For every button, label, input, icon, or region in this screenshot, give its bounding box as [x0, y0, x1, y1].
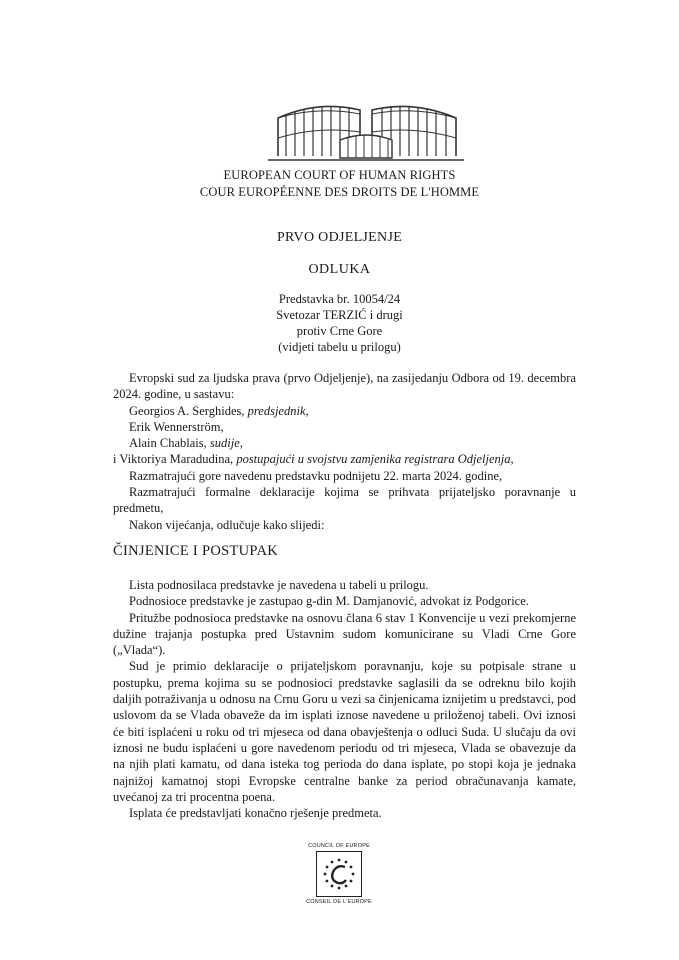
judge-role: predsjednik	[247, 403, 306, 418]
judge-role: sudije	[209, 436, 240, 451]
judge-president	[113, 403, 576, 419]
coe-stars-icon	[317, 852, 361, 896]
coe-label-french: CONSEIL DE L'EUROPE	[306, 899, 372, 905]
judge-name: Georgios A. Serghides,	[129, 403, 248, 418]
punctuation: ,	[305, 403, 309, 418]
coe-label-english: COUNCIL OF EUROPE	[308, 843, 370, 849]
council-of-europe-logo	[299, 843, 379, 905]
application-number: Predstavka br. 10054/24	[278, 292, 401, 306]
facts-paragraph: Pritužbe podnosioca predstavke na osnovu člana 6 stav 1 Konvencije u vezi prekomjerne dužine trajanja postupka pred Ustavnim sudom komunicirane su Vladi Crne Gore („Vlada“).	[113, 610, 576, 658]
coe-emblem	[316, 851, 362, 897]
intro-section	[113, 370, 576, 533]
court-name-french: COUR EUROPÉENNE DES DROITS DE L'HOMME	[199, 185, 480, 199]
court-name-english: EUROPEAN COURT OF HUMAN RIGHTS	[223, 168, 456, 182]
facts-section	[113, 577, 576, 821]
applicant-name: Svetozar TERZIĆ i drugi	[276, 308, 403, 322]
facts-paragraph: Isplata će predstavljati konačno rješenje predmeta.	[129, 806, 382, 821]
facts-paragraph: Lista podnosilaca predstavke je navedena u tabeli u prilogu.	[129, 578, 429, 592]
facts-paragraph: Podnosioce predstavke je zastupao g-din M. Damjanović, advokat iz Podgorice.	[129, 594, 529, 609]
facts-heading: ČINJENICE I POSTUPAK	[113, 543, 278, 559]
opening-paragraph: Evropski sud za ljudska prava (prvo Odjeljenje), na zasijedanju Odbora od 19. decembra 2024. godine, u sastavu:	[113, 371, 576, 402]
judge-member	[113, 435, 576, 451]
judge-member: Erik Wennerström,	[129, 419, 224, 434]
annex-note: (vidjeti tabelu u prilogu)	[278, 340, 401, 354]
department-heading: PRVO ODJELJENJE	[276, 230, 403, 245]
application-block	[0, 291, 679, 355]
registrar-line	[113, 451, 576, 467]
punctuation: ,	[239, 436, 243, 451]
decision-heading: ODLUKA	[308, 262, 371, 277]
registrar-role: postupajući u svojstvu zamjenika registrara Odjeljenja,	[236, 452, 514, 467]
facts-paragraph: Sud je primio deklaracije o prijateljskom poravnanju, koje su potpisale strane u postupku, prema kojima su se podnosioci predstavke saglasili da se odreknu bilo kojih daljih potraživanja u odnosu na Crnu Goru u vezi sa činjenicama iznijetim u predstavci, pod uslovom da se Vlada obaveže da im isplati iznose navedene u priloženoj tabeli. Ovi iznosi će biti isplaćeni u roku od tri mjeseca od dana obavještenja o odluci Suda. U slučaju da ovi iznosi ne budu isplaćeni u gore navedenom periodu od tri mjeseca, Vlada se obavezuje da na njih plati kamatu, od dana isteka tog perioda do dana isplate, po stopi koja je jednaka najnižoj kamatnoj stopi Evropske centralne banke za period obračunavanja kamate, uvećanoj za tri procentna poena.	[113, 659, 576, 804]
respondent-state: protiv Crne Gore	[296, 324, 383, 338]
judge-name: Alain Chablais,	[129, 436, 210, 451]
registrar-name: i Viktoriya Maradudina,	[113, 452, 237, 467]
considering-paragraph: Razmatrajući gore navedenu predstavku podnijetu 22. marta 2024. godine,	[129, 468, 503, 483]
deliberation-paragraph: Nakon vijećanja, odlučuje kako slijedi:	[129, 517, 325, 532]
considering-paragraph: Razmatrajući formalne deklaracije kojima se prihvata prijateljsko poravnanje u predmetu,	[113, 485, 576, 516]
court-building-logo	[268, 96, 464, 164]
